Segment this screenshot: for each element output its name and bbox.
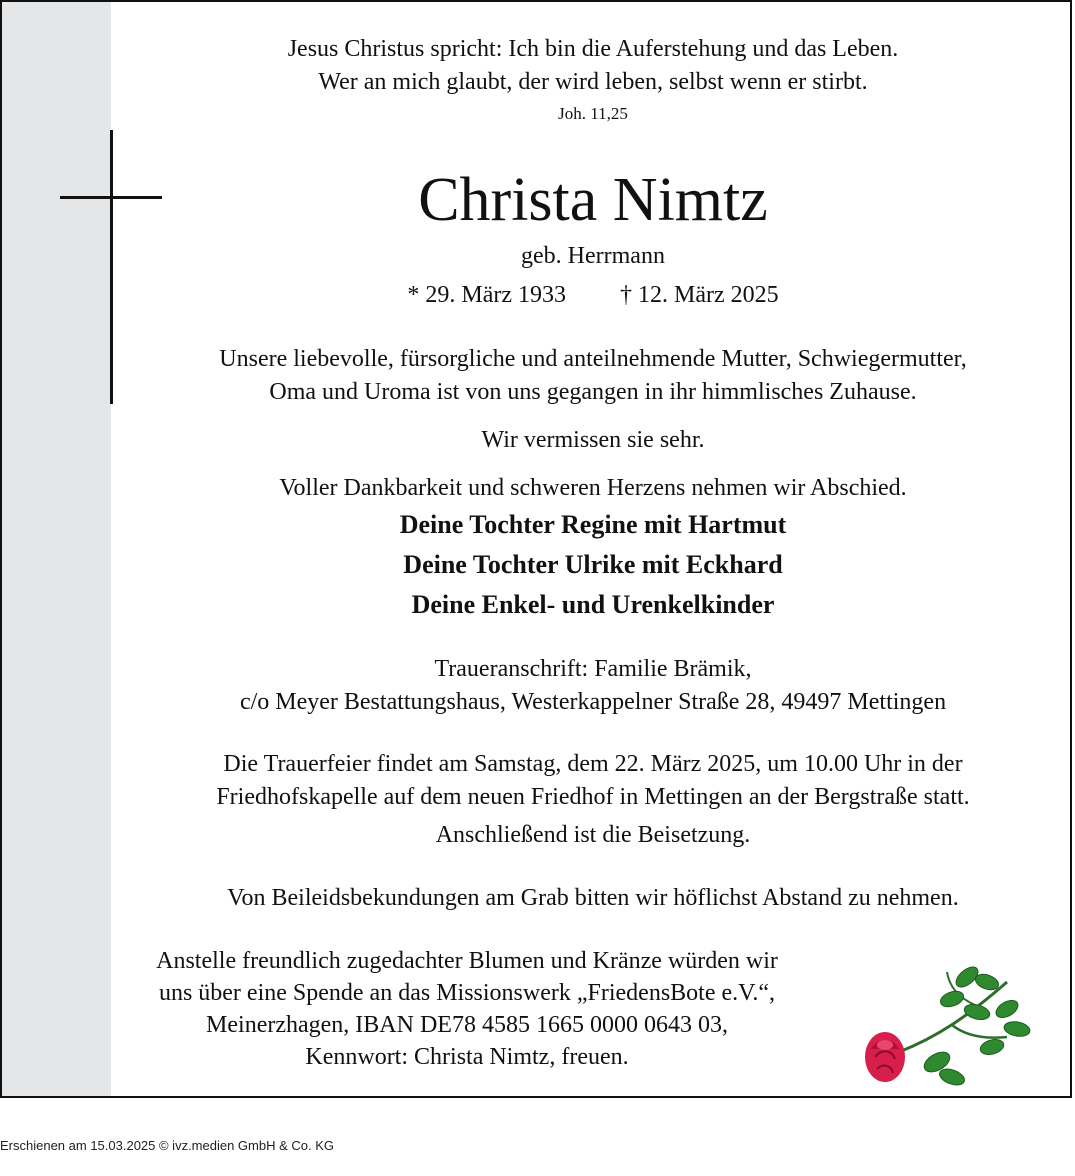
birth-date: * 29. März 1933 bbox=[407, 282, 566, 308]
life-dates bbox=[112, 279, 1072, 312]
maiden-name: geb. Herrmann bbox=[521, 243, 665, 269]
family-line-3: Deine Enkel- und Urenkelkinder bbox=[411, 590, 775, 619]
quote-line-2: Wer an mich glaubt, der wird leben, selbst wenn er stirbt. bbox=[318, 69, 868, 95]
gray-side-strip bbox=[2, 2, 111, 1096]
publication-footer: Erschienen am 15.03.2025 © ivz.medien GmbH & Co. KG bbox=[0, 1138, 335, 1153]
deceased-name: Christa Nimtz bbox=[418, 166, 768, 234]
farewell-line: Voller Dankbarkeit und schweren Herzens nehmen wir Abschied. bbox=[279, 475, 907, 501]
service-line-2: Friedhofskapelle auf dem neuen Friedhof in Mettingen an der Bergstraße statt. bbox=[216, 784, 970, 810]
family-line-2: Deine Tochter Ulrike mit Eckhard bbox=[403, 550, 783, 579]
service-line-3: Anschließend ist die Beisetzung. bbox=[435, 822, 751, 848]
miss-line: Wir vermissen sie sehr. bbox=[481, 427, 705, 453]
quote-line-1: Jesus Christus spricht: Ich bin die Auferstehung und das Leben. bbox=[287, 36, 899, 62]
address-line-1: Traueranschrift: Familie Brämik, bbox=[434, 656, 752, 682]
quote-reference: Joh. 11,25 bbox=[558, 104, 628, 123]
rose-icon bbox=[857, 957, 1037, 1097]
donation-line-3: Meinerzhagen, IBAN DE78 4585 1665 0000 0643 03, bbox=[206, 1012, 728, 1038]
family-line-1: Deine Tochter Regine mit Hartmut bbox=[399, 510, 787, 539]
donation-line-2: uns über eine Spende an das Missionswerk „FriedensBote e.V.“, bbox=[158, 980, 776, 1006]
donation-line-1: Anstelle freundlich zugedachter Blumen und Kränze würden wir bbox=[156, 948, 778, 974]
message-line-1: Unsere liebevolle, fürsorgliche und anteilnehmende Mutter, Schwiegermutter, bbox=[219, 346, 967, 372]
donation-line-4: Kennwort: Christa Nimtz, freuen. bbox=[305, 1044, 629, 1070]
service-line-1: Die Trauerfeier findet am Samstag, dem 22. März 2025, um 10.00 Uhr in der bbox=[223, 751, 963, 777]
condolences-line: Von Beileidsbekundungen am Grab bitten wir höflichst Abstand zu nehmen. bbox=[227, 885, 959, 911]
message-line-2: Oma und Uroma ist von uns gegangen in ihr himmlisches Zuhause. bbox=[269, 379, 917, 405]
death-date: † 12. März 2025 bbox=[620, 282, 779, 308]
address-line-2: c/o Meyer Bestattungshaus, Westerkappelner Straße 28, 49497 Mettingen bbox=[239, 689, 947, 715]
